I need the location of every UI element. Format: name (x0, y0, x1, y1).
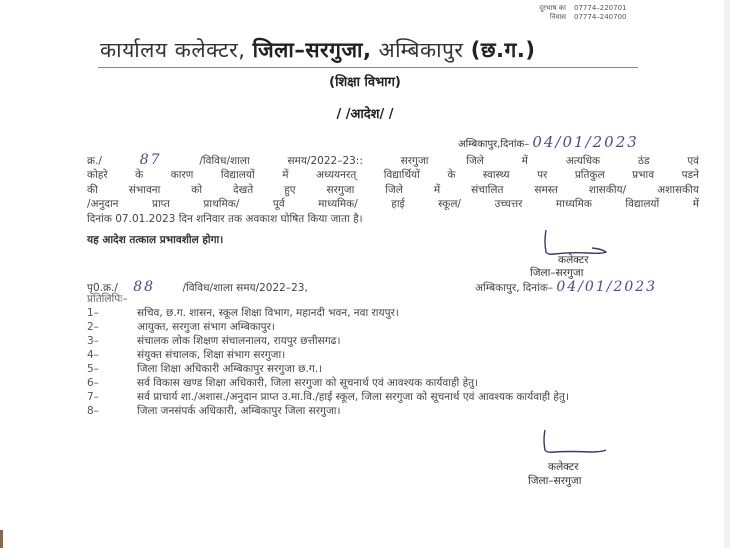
order-date-handwritten: 04/01/2023 (532, 133, 639, 151)
signatory-district: जिला–सरगुजा (530, 267, 584, 279)
list-item: 2– आयुक्त, सरगुजा संभाग अम्बिकापुर। (87, 321, 275, 333)
signatory-title: कलेक्टर (558, 254, 589, 266)
phone-label: दूरभाष का (539, 4, 566, 12)
order-ref-prefix: क्र./ (87, 155, 102, 167)
copy-label: प्रतिलिपिः– (87, 293, 128, 305)
city-name: अम्बिकापुर (378, 38, 464, 62)
header-divider (98, 67, 638, 68)
residence-label: निवास (549, 13, 566, 21)
office-heading (100, 36, 535, 64)
scan-artifact (0, 530, 3, 548)
endorsement-ref-suffix: /विविध/शाला समय/2022–23, (182, 282, 308, 294)
endorsement-ref-number: 88 (133, 279, 156, 295)
list-item: 1– सचिव, छ.ग. शासन, स्कूल शिक्षा विभाग, महानदी भवन, नवा रायपुर। (87, 307, 399, 319)
signature-icon (540, 428, 610, 460)
department-title: (शिक्षा विभाग) (329, 75, 401, 90)
order-body-line: क्र./ 87 /विविध/शाला समय/2022–23:: सरगुजा जिले में अत्यधिक ठंड एवं (87, 152, 699, 168)
endorsement-date-label: अम्बिकापुर, दिनांक– (475, 282, 554, 294)
signatory-district: जिला–सरगुजा (528, 475, 582, 487)
state-name: (छ.ग.) (470, 38, 536, 62)
contact-block (530, 4, 627, 22)
order-date-label: अम्बिकापुर,दिनांक– (458, 139, 530, 150)
order-date (458, 133, 639, 151)
order-ref-number: 87 (139, 152, 162, 168)
list-item: 4– संयुक्त संचालक, शिक्षा संभाग सरगुजा। (87, 349, 286, 361)
office-name: कार्यालय कलेक्टर, (100, 38, 246, 62)
copy-list (87, 306, 687, 418)
order-title: / /आदेश/ / (336, 107, 394, 122)
order-body-line: दिनांक 07.01.2023 दिन शनिवार तक अवकाश घोषित किया जाता है। (87, 212, 363, 225)
list-item: 5– जिला शिक्षा अधिकारी अम्बिकापुर सरगुजा छ.ग.। (87, 363, 323, 375)
list-item: 7– सर्व प्राचार्य शा./अशास./अनुदान प्राप्त उ.मा.वि./हाई स्कूल, जिला सरगुजा को सूचनार्थ एवं आवश्यक कार्यवाही हेतु। (87, 391, 569, 403)
list-item: 3– संचालक लोक शिक्षण संचालनालय, रायपुर छत्तीसगढ। (87, 335, 341, 347)
endorsement-ref-prefix: पृ0.क्र./ (87, 282, 118, 294)
order-body-line: कोहरे के कारण विद्यालयों में अध्ययनरत् विद्यार्थियों के स्वास्थ्य पर प्रतिकुल प्रभाव पडने (87, 169, 699, 182)
signatory-title: कलेक्टर (548, 461, 579, 473)
order-body-line: /अनुदान प्राप्त प्राथमिक/ पूर्व माध्यमिक/ हाई स्कूल/ उच्चत्तर माध्यमिक विद्यालयों में (87, 198, 699, 211)
phone-number: 07774–220701 (574, 4, 627, 12)
effective-note: यह आदेश तत्काल प्रभावशील होगा। (87, 234, 224, 246)
list-item: 6– सर्व विकास खण्ड शिक्षा अधिकारी, जिला सरगुजा को सूचनार्थ एवं आवश्यक कार्यवाही हेतु। (87, 377, 479, 389)
endorsement-date-handwritten: 04/01/2023 (556, 279, 658, 295)
order-body (87, 153, 699, 226)
list-item: 8– जिला जनसंपर्क अधिकारी, अम्बिकापुर जिला सरगुजा। (87, 405, 341, 417)
endorsement-date (475, 279, 657, 295)
order-body-line: की संभावना को देखते हुए सरगुजा जिले में संचालित समस्त शासकीय/ अशासकीय (87, 183, 699, 196)
residence-number: 07774–240700 (574, 13, 627, 21)
district-name: जिला–सरगुजा, (252, 38, 372, 62)
